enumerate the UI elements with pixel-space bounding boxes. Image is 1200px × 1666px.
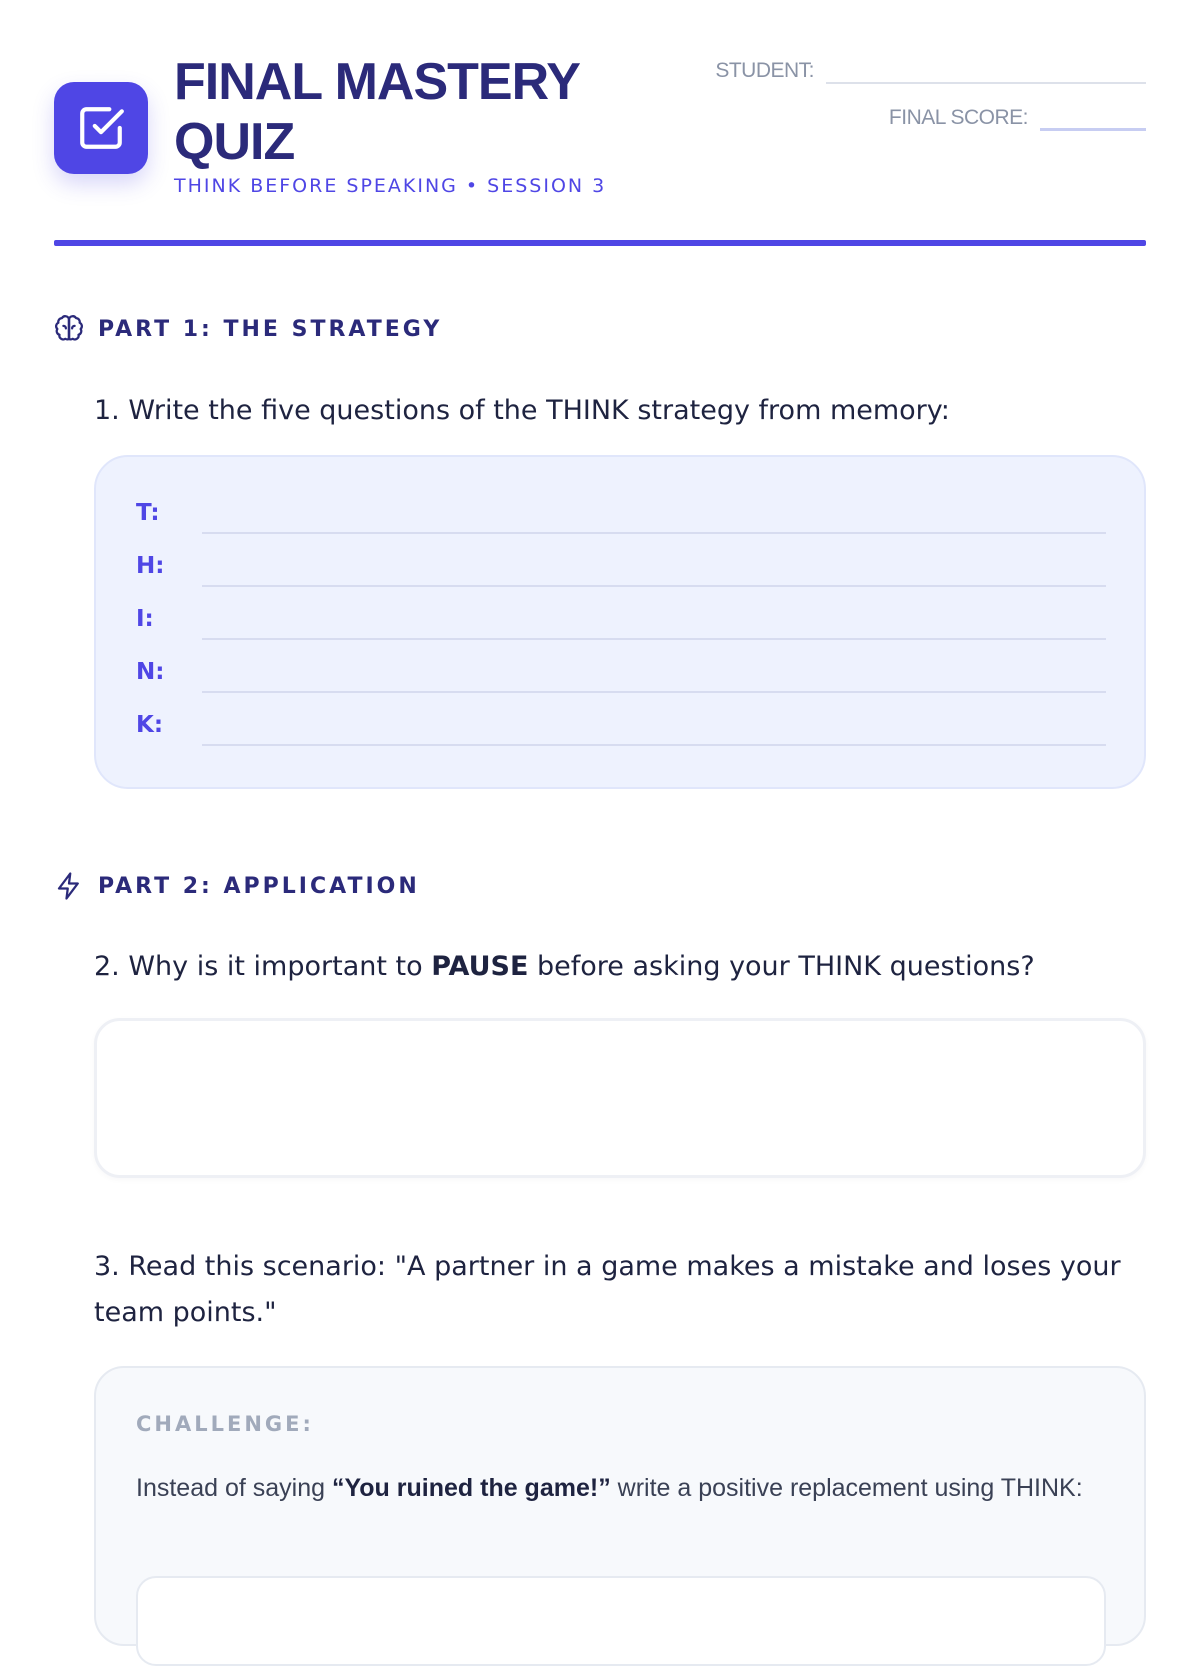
think-letter: N: xyxy=(136,659,165,685)
score-field-row xyxy=(889,102,1146,131)
question-2 xyxy=(94,944,1154,990)
header-divider xyxy=(54,240,1146,246)
part2-title: PART 2: APPLICATION xyxy=(98,873,420,899)
final-score-field[interactable] xyxy=(1040,102,1146,131)
think-letter: T: xyxy=(136,500,160,526)
challenge-quote: “You ruined the game!” xyxy=(331,1474,611,1502)
question-1 xyxy=(94,388,1154,434)
score-label: FINAL SCORE: xyxy=(888,106,1028,129)
challenge-text xyxy=(136,1468,1096,1508)
brain-icon xyxy=(54,314,84,344)
question-2-text-end: before asking your THINK questions? xyxy=(528,951,1035,982)
page-subtitle: THINK BEFORE SPEAKING • SESSION 3 xyxy=(174,175,607,197)
think-answer-line[interactable] xyxy=(202,532,1106,534)
challenge-text-end: write a positive replacement using THINK: xyxy=(610,1474,1083,1502)
question-3-number: 3. xyxy=(94,1251,120,1282)
checkbox-edit-icon xyxy=(76,103,126,153)
question-2-emphasis: PAUSE xyxy=(431,951,529,982)
question-1-number: 1. xyxy=(94,395,120,426)
think-row-i xyxy=(136,591,1106,644)
question-2-answer-box[interactable] xyxy=(94,1018,1146,1178)
question-1-text: Write the five questions of the THINK strategy from memory: xyxy=(128,395,950,426)
think-row-t xyxy=(136,485,1106,538)
logo-tile xyxy=(54,82,148,174)
challenge-answer-box[interactable] xyxy=(136,1576,1106,1666)
quiz-page xyxy=(54,0,1146,1600)
think-answer-line[interactable] xyxy=(202,691,1106,693)
part2-heading xyxy=(54,870,420,902)
think-letter: I: xyxy=(136,606,154,632)
think-answer-line[interactable] xyxy=(202,744,1106,746)
quiz-header xyxy=(54,0,1146,250)
challenge-card xyxy=(94,1366,1146,1646)
student-field-row xyxy=(715,56,1146,84)
think-row-k xyxy=(136,697,1106,750)
challenge-text-start: Instead of saying xyxy=(136,1474,332,1502)
think-answer-card xyxy=(94,455,1146,789)
question-3-text: Read this scenario: "A partner in a game makes a mistake and loses your team points." xyxy=(94,1251,1121,1328)
student-label: STUDENT: xyxy=(715,59,814,82)
think-letter: K: xyxy=(136,712,164,738)
think-row-h xyxy=(136,538,1106,591)
question-2-text-start: Why is it important to xyxy=(128,951,432,982)
challenge-label: CHALLENGE: xyxy=(136,1412,314,1436)
think-row-n xyxy=(136,644,1106,697)
part1-heading xyxy=(54,314,442,344)
think-answer-line[interactable] xyxy=(202,638,1106,640)
think-answer-line[interactable] xyxy=(202,585,1106,587)
student-name-field[interactable] xyxy=(826,56,1146,84)
lightning-icon xyxy=(54,870,84,902)
question-3 xyxy=(94,1244,1154,1336)
page-title: FINAL MASTERY QUIZ xyxy=(174,53,579,171)
think-letter: H: xyxy=(136,553,165,579)
part1-title: PART 1: THE STRATEGY xyxy=(98,316,443,342)
question-2-number: 2. xyxy=(94,951,120,982)
